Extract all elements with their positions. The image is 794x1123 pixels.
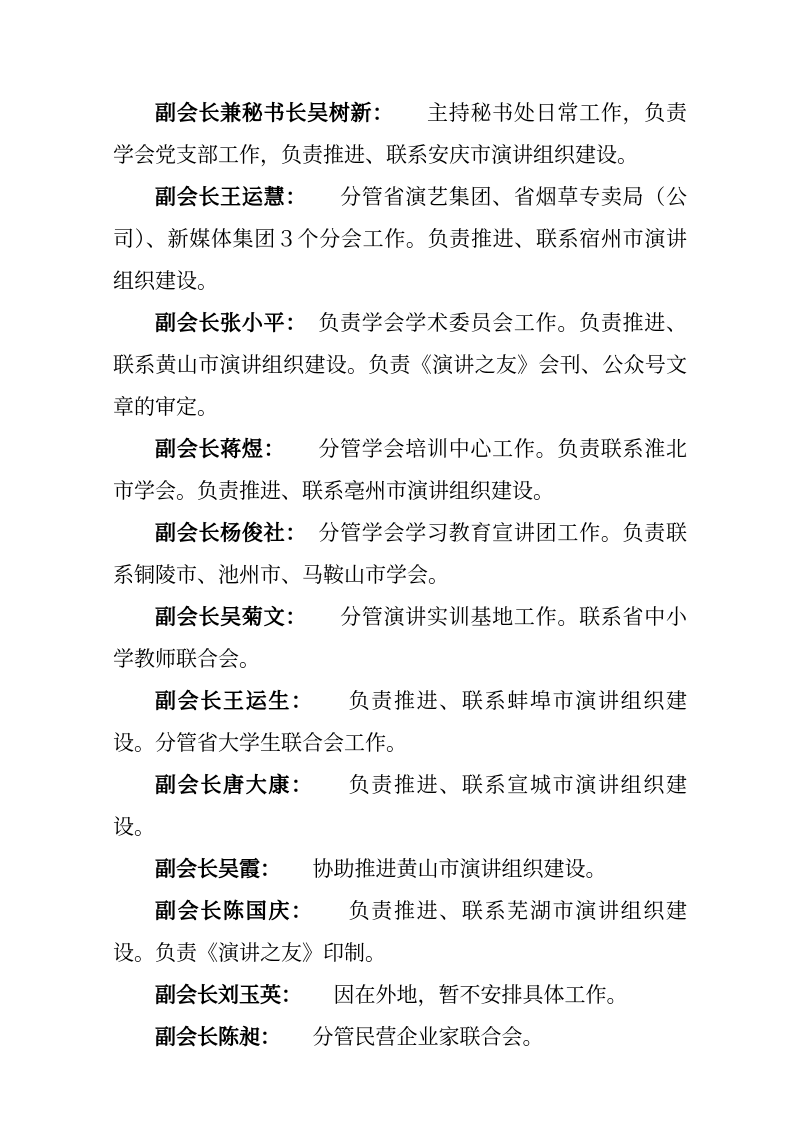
vice-president-entry[interactable] <box>113 764 687 848</box>
vp-duty-text: 分管民营企业家联合会。 <box>270 1025 544 1049</box>
vp-duty-text: 分管学会培训中心工作。负责联系淮北市学会。负责推进、联系亳州市演讲组织建设。 <box>113 437 687 503</box>
vp-name-label: 副会长吴菊文： <box>155 605 297 629</box>
vice-president-entry[interactable] <box>113 176 687 302</box>
vp-duty-text: 因在外地，暂不安排具体工作。 <box>291 983 628 1007</box>
vp-duty-text: 分管演讲实训基地工作。联系省中小学教师联合会。 <box>113 605 688 671</box>
vp-duty-text: 协助推进黄山市演讲组织建设。 <box>270 857 607 881</box>
vp-duty-text: 主持秘书处日常工作，负责学会党支部工作，负责推进、联系安庆市演讲组织建设。 <box>113 101 688 167</box>
vp-name-label: 副会长蒋煜： <box>155 437 275 461</box>
vp-name-label: 副会长陈国庆： <box>155 899 304 923</box>
vp-duty-text: 负责推进、联系蚌埠市演讲组织建设。分管省大学生联合会工作。 <box>113 689 687 755</box>
vp-name-label: 副会长吴霞： <box>155 857 271 881</box>
vp-name-label: 副会长杨俊社： <box>155 521 297 545</box>
document-text-block <box>113 92 687 1058</box>
vice-president-entry[interactable] <box>113 680 687 764</box>
vice-president-entry[interactable] <box>113 92 687 176</box>
vp-duty-text: 分管学会学习教育宣讲团工作。负责联系铜陵市、池州市、马鞍山市学会。 <box>113 521 688 587</box>
vp-name-label: 副会长刘玉英： <box>155 983 292 1007</box>
vp-name-label: 副会长张小平： <box>155 311 297 335</box>
vp-name-label: 副会长唐大康： <box>155 773 304 797</box>
vice-president-entry[interactable] <box>113 428 687 512</box>
vp-duty-text: 负责学会学术委员会工作。负责推进、联系黄山市演讲组织建设。负责《演讲之友》会刊、公众号文章的审定。 <box>113 311 688 419</box>
vice-president-entry[interactable] <box>113 890 687 974</box>
vp-name-label: 副会长王运生： <box>155 689 304 713</box>
vp-name-label: 副会长王运慧： <box>155 185 297 209</box>
vice-president-entry[interactable] <box>113 302 687 428</box>
vp-name-label: 副会长陈昶： <box>155 1025 271 1049</box>
vp-duty-text: 负责推进、联系芜湖市演讲组织建设。负责《演讲之友》印制。 <box>113 899 687 965</box>
vice-president-entry[interactable] <box>113 974 687 1016</box>
vp-duty-text: 分管省演艺集团、省烟草专卖局（公司）、新媒体集团３个分会工作。负责推进、联系宿州市演讲组织建设。 <box>113 185 688 293</box>
vice-president-entry[interactable] <box>113 848 687 890</box>
vice-president-entry[interactable] <box>113 1016 687 1058</box>
vp-duty-text: 负责推进、联系宣城市演讲组织建设。 <box>113 773 687 839</box>
vp-name-label: 副会长兼秘书长吴树新： <box>155 101 384 125</box>
vice-president-entry[interactable] <box>113 512 687 596</box>
vice-president-entry[interactable] <box>113 596 687 680</box>
